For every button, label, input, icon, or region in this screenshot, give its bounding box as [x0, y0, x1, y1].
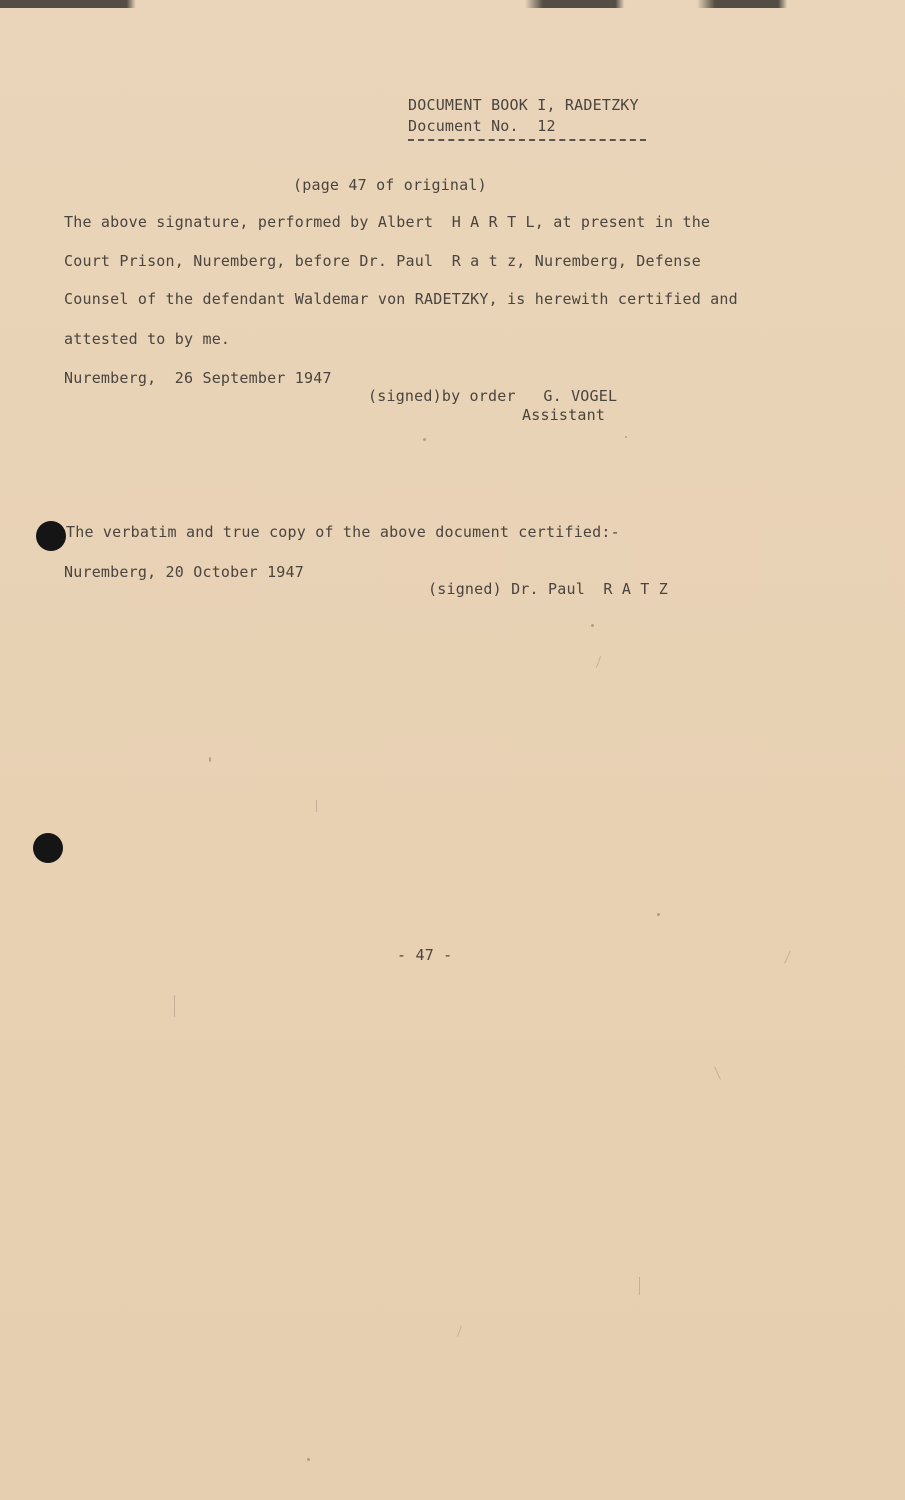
paper-speck: [625, 436, 627, 438]
paper-speck: [657, 913, 660, 916]
attestation-date: Nuremberg, 26 September 1947: [64, 369, 332, 387]
punch-hole: [33, 833, 63, 863]
page-number: - 47 -: [397, 946, 453, 964]
copy-certification-text: The verbatim and true copy of the above document certified:-: [66, 523, 620, 541]
body-line-1: The above signature, performed by Albert H A R T L, at present in the: [64, 213, 711, 231]
header-document-number: Document No. 12: [408, 117, 556, 135]
torn-top-edge: [0, 0, 905, 8]
copy-certification-signature: (signed) Dr. Paul R A T Z: [428, 580, 668, 598]
paper-speck: [307, 1458, 310, 1461]
body-line-2: Court Prison, Nuremberg, before Dr. Paul R a t z, Nuremberg, Defense: [64, 252, 701, 270]
copy-certification-date: Nuremberg, 20 October 1947: [64, 563, 304, 581]
paper-speck: [591, 624, 594, 627]
original-page-reference: (page 47 of original): [293, 176, 487, 194]
body-line-3: Counsel of the defendant Waldemar von RADETZKY, is herewith certified and: [64, 290, 738, 308]
paper-speck: [209, 757, 211, 762]
paper-fiber: [316, 800, 317, 812]
paper-fiber: [714, 1066, 721, 1079]
paper-fiber: [639, 1277, 640, 1295]
paper-fiber: [457, 1325, 462, 1337]
attestation-title: Assistant: [522, 406, 606, 424]
body-line-4: attested to by me.: [64, 330, 231, 348]
paper-fiber: [596, 656, 601, 668]
header-document-book: DOCUMENT BOOK I, RADETZKY: [408, 96, 639, 114]
attestation-signature: (signed)by order G. VOGEL: [368, 387, 618, 405]
punch-hole: [36, 521, 66, 551]
paper-speck: [423, 438, 426, 441]
paper-fiber: [784, 950, 791, 963]
header-dashed-rule: [408, 139, 646, 141]
paper-fiber: [174, 995, 175, 1017]
